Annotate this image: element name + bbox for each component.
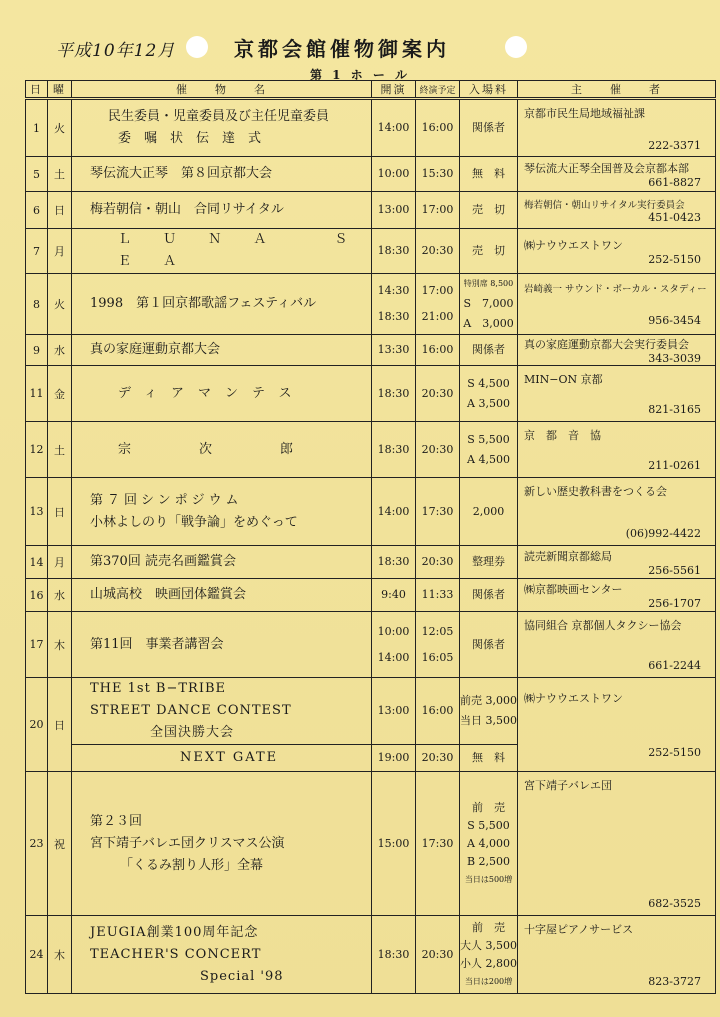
open-time: 9:40 bbox=[381, 588, 406, 601]
end-time: 21:00 bbox=[421, 310, 454, 323]
day-cell: 5 bbox=[26, 157, 48, 192]
organizer-cell bbox=[518, 335, 716, 366]
event-name-cell bbox=[72, 916, 372, 994]
table-row bbox=[26, 366, 716, 422]
weekday-cell: 水 bbox=[48, 579, 72, 612]
day-cell: 16 bbox=[26, 579, 48, 612]
fee-line: 前 売 bbox=[472, 800, 505, 814]
event-name-cell bbox=[72, 274, 372, 335]
organizer-tel: 823-3727 bbox=[648, 975, 701, 988]
punch-hole-right bbox=[505, 36, 527, 58]
fee-line: 大人 3,500 bbox=[460, 938, 517, 952]
end-time: 16:00 bbox=[421, 121, 454, 134]
organizer-cell bbox=[518, 422, 716, 478]
end-time: 16:00 bbox=[421, 704, 454, 717]
end-time: 20:30 bbox=[421, 751, 454, 764]
open-time: 13:00 bbox=[377, 704, 410, 717]
organizer-name: 十字屋ピアノサービス bbox=[524, 923, 634, 936]
event-name-line: 第２３回 bbox=[90, 813, 143, 829]
organizer-cell bbox=[518, 612, 716, 678]
end-time: 20:30 bbox=[421, 555, 454, 568]
fee-line: 関係者 bbox=[472, 343, 505, 356]
open-time: 19:00 bbox=[377, 751, 410, 764]
day-cell: 1 bbox=[26, 99, 48, 157]
end-time-cell bbox=[416, 916, 460, 994]
fee-line: S 4,500 bbox=[467, 376, 510, 390]
open-time-cell bbox=[372, 478, 416, 546]
event-name-line: 1998 第１回京都歌謡フェスティバル bbox=[90, 296, 317, 311]
end-time: 17:00 bbox=[421, 284, 454, 297]
col-header-weekday: 曜 bbox=[48, 81, 72, 99]
event-name-line: 宗 次 郎 bbox=[118, 441, 308, 457]
col-header-end: 終演予定 bbox=[416, 81, 460, 99]
end-time: 20:30 bbox=[421, 244, 454, 257]
organizer-cell bbox=[518, 366, 716, 422]
open-time-cell bbox=[372, 422, 416, 478]
open-time-cell bbox=[372, 546, 416, 579]
weekday-cell: 月 bbox=[48, 546, 72, 579]
event-name-line: STREET DANCE CONTEST bbox=[90, 703, 292, 718]
table-row bbox=[26, 579, 716, 612]
weekday-cell: 日 bbox=[48, 478, 72, 546]
open-time: 14:00 bbox=[377, 121, 410, 134]
weekday-cell: 日 bbox=[48, 678, 72, 772]
event-name-line: 小林よしのり「戦争論」をめぐって bbox=[90, 514, 298, 530]
event-name-cell bbox=[72, 366, 372, 422]
event-name-line: 宮下靖子バレエ団クリスマス公演 bbox=[90, 835, 285, 851]
event-name-line: 第370回 読売名画鑑賞会 bbox=[90, 554, 236, 569]
organizer-tel: 211-0261 bbox=[648, 459, 701, 472]
table-row bbox=[26, 274, 716, 335]
table-row bbox=[26, 772, 716, 916]
end-time: 16:05 bbox=[421, 650, 454, 664]
organizer-name: 新しい歴史教科書をつくる会 bbox=[524, 485, 667, 498]
organizer-cell bbox=[518, 274, 716, 335]
event-name-cell bbox=[72, 678, 372, 745]
open-time-cell bbox=[372, 274, 416, 335]
day-cell: 17 bbox=[26, 612, 48, 678]
fee-cell bbox=[460, 678, 518, 745]
open-time-cell bbox=[372, 99, 416, 157]
organizer-name: 協同組合 京都個人タクシー協会 bbox=[524, 619, 682, 632]
event-name-line: ディアマンテス bbox=[118, 385, 306, 401]
event-name-line: 全国決勝大会 bbox=[150, 725, 235, 740]
organizer-name: ㈱ナウウエストワン bbox=[524, 692, 623, 705]
organizer-name: 宮下靖子バレエ団 bbox=[524, 779, 612, 792]
fee-line: A 4,500 bbox=[467, 452, 510, 466]
event-name-line: THE 1st B−TRIBE bbox=[90, 681, 227, 696]
event-name-line: 委 嘱 状 伝 達 式 bbox=[118, 131, 262, 146]
organizer-name: 京都市民生局地域福祉課 bbox=[524, 106, 645, 120]
fee-line: 小人 2,800 bbox=[460, 956, 517, 970]
table-row bbox=[26, 612, 716, 678]
end-time-cell bbox=[416, 745, 460, 772]
end-time-cell bbox=[416, 422, 460, 478]
fee-cell bbox=[460, 546, 518, 579]
organizer-cell bbox=[518, 579, 716, 612]
fee-cell bbox=[460, 745, 518, 772]
day-cell: 11 bbox=[26, 366, 48, 422]
open-time: 18:30 bbox=[377, 244, 410, 257]
end-time-cell bbox=[416, 546, 460, 579]
end-time: 15:30 bbox=[421, 167, 454, 180]
end-time-cell bbox=[416, 157, 460, 192]
open-time-cell bbox=[372, 745, 416, 772]
open-time-cell bbox=[372, 366, 416, 422]
event-name-line: TEACHER'S CONCERT bbox=[90, 946, 262, 962]
fee-cell bbox=[460, 229, 518, 274]
end-time: 16:00 bbox=[421, 343, 454, 356]
fee-line: 2,000 bbox=[472, 504, 505, 518]
organizer-tel: 451-0423 bbox=[648, 210, 701, 224]
end-time-cell bbox=[416, 678, 460, 745]
day-cell: 12 bbox=[26, 422, 48, 478]
event-name-line: NEXT GATE bbox=[180, 750, 279, 765]
end-time-cell bbox=[416, 612, 460, 678]
table-row bbox=[26, 678, 716, 745]
organizer-cell bbox=[518, 157, 716, 192]
hall-label: 第 1 ホ ー ル bbox=[309, 68, 411, 82]
event-name-line: JEUGIA創業100周年記念 bbox=[90, 924, 259, 940]
fee-cell bbox=[460, 274, 518, 335]
event-name-line: 第７回シンポジウム bbox=[90, 492, 243, 508]
table-row bbox=[26, 546, 716, 579]
fee-line: 関係者 bbox=[472, 637, 505, 651]
weekday-cell: 木 bbox=[48, 916, 72, 994]
open-time: 14:00 bbox=[377, 650, 410, 664]
fee-line: A 4,000 bbox=[467, 836, 510, 850]
weekday-cell: 水 bbox=[48, 335, 72, 366]
organizer-tel: 821-3165 bbox=[648, 403, 701, 416]
table-row bbox=[26, 229, 716, 274]
open-time-cell bbox=[372, 192, 416, 229]
open-time: 14:00 bbox=[377, 504, 410, 518]
open-time-cell bbox=[372, 612, 416, 678]
fee-line: A 3,500 bbox=[467, 396, 510, 410]
organizer-cell bbox=[518, 916, 716, 994]
organizer-name: 京 都 音 協 bbox=[524, 429, 601, 442]
end-time-cell bbox=[416, 772, 460, 916]
weekday-cell: 土 bbox=[48, 422, 72, 478]
end-time-cell bbox=[416, 99, 460, 157]
open-time: 10:00 bbox=[377, 624, 410, 638]
day-cell: 23 bbox=[26, 772, 48, 916]
fee-line: 当日は500増 bbox=[464, 874, 513, 884]
weekday-cell: 火 bbox=[48, 99, 72, 157]
fee-line: 関係者 bbox=[472, 121, 505, 134]
organizer-cell bbox=[518, 99, 716, 157]
event-name-line: 民生委員・児童委員及び主任児童委員 bbox=[108, 109, 330, 124]
end-time: 20:30 bbox=[421, 386, 454, 400]
end-time: 11:33 bbox=[421, 588, 454, 601]
end-time: 20:30 bbox=[421, 947, 454, 961]
open-time: 13:30 bbox=[377, 343, 410, 356]
organizer-cell bbox=[518, 546, 716, 579]
end-time: 20:30 bbox=[421, 442, 454, 456]
fee-cell bbox=[460, 916, 518, 994]
table-row bbox=[26, 99, 716, 157]
weekday-cell: 木 bbox=[48, 612, 72, 678]
event-name-cell bbox=[72, 192, 372, 229]
end-time-cell bbox=[416, 579, 460, 612]
fee-cell bbox=[460, 157, 518, 192]
open-time: 18:30 bbox=[377, 442, 410, 456]
table-row bbox=[26, 157, 716, 192]
fee-cell bbox=[460, 478, 518, 546]
event-name-cell bbox=[72, 546, 372, 579]
end-time: 12:05 bbox=[421, 624, 454, 638]
event-name-line: Special '98 bbox=[200, 968, 284, 984]
organizer-tel: 661-8827 bbox=[648, 175, 701, 189]
organizer-name: ㈱ナウウエストワン bbox=[524, 238, 623, 252]
event-name-cell bbox=[72, 229, 372, 274]
organizer-tel: 661-2244 bbox=[648, 659, 701, 672]
day-cell: 7 bbox=[26, 229, 48, 274]
fee-line: S 5,500 bbox=[467, 432, 510, 446]
open-time-cell bbox=[372, 772, 416, 916]
day-cell: 24 bbox=[26, 916, 48, 994]
day-cell: 6 bbox=[26, 192, 48, 229]
table-row bbox=[26, 192, 716, 229]
open-time: 14:30 bbox=[377, 284, 410, 297]
fee-line: 整理券 bbox=[472, 555, 505, 568]
fee-line: 無 料 bbox=[472, 167, 505, 180]
fee-line: 売 切 bbox=[472, 203, 505, 216]
table-row bbox=[26, 478, 716, 546]
organizer-tel: 343-3039 bbox=[648, 351, 701, 365]
event-name-cell bbox=[72, 772, 372, 916]
fee-cell bbox=[460, 335, 518, 366]
open-time: 18:30 bbox=[377, 310, 410, 323]
event-name-cell bbox=[72, 612, 372, 678]
open-time-cell bbox=[372, 678, 416, 745]
organizer-tel: (06)992-4422 bbox=[625, 527, 701, 540]
open-time: 18:30 bbox=[377, 555, 410, 568]
col-header-open: 開演 bbox=[372, 81, 416, 99]
event-name-line: 真の家庭運動京都大会 bbox=[90, 342, 221, 357]
col-header-organizer: 主 催 者 bbox=[518, 81, 716, 99]
col-header-day: 日 bbox=[26, 81, 48, 99]
organizer-cell bbox=[518, 478, 716, 546]
event-name-cell bbox=[72, 157, 372, 192]
fee-line: B 2,500 bbox=[466, 854, 511, 868]
fee-line: S 5,500 bbox=[467, 818, 510, 832]
open-time-cell bbox=[372, 229, 416, 274]
event-name-line: 「くるみ割り人形」全幕 bbox=[120, 857, 264, 873]
event-name-cell bbox=[72, 335, 372, 366]
day-cell: 8 bbox=[26, 274, 48, 335]
fee-cell bbox=[460, 99, 518, 157]
weekday-cell: 祝 bbox=[48, 772, 72, 916]
organizer-tel: 252-5150 bbox=[648, 252, 701, 266]
weekday-cell: 日 bbox=[48, 192, 72, 229]
fee-cell bbox=[460, 422, 518, 478]
organizer-name: 読売新聞京都総局 bbox=[524, 549, 612, 563]
organizer-name: 岩崎義一 サウンド・ボーカル・スタディー bbox=[524, 284, 707, 295]
end-time-cell bbox=[416, 335, 460, 366]
fee-line: 売 切 bbox=[472, 244, 505, 257]
col-header-fee: 入場料 bbox=[460, 81, 518, 99]
fee-line: 関係者 bbox=[472, 588, 505, 601]
event-name-line: 山城高校 映画団体鑑賞会 bbox=[90, 587, 247, 602]
event-name-line: 琴伝流大正琴 第８回京都大会 bbox=[90, 166, 273, 181]
end-time-cell bbox=[416, 274, 460, 335]
event-name-cell bbox=[72, 745, 372, 772]
event-name-line: 梅若朝信・朝山 合同リサイタル bbox=[90, 202, 284, 217]
end-time: 17:30 bbox=[421, 504, 454, 518]
open-time: 13:00 bbox=[377, 203, 410, 216]
open-time-cell bbox=[372, 579, 416, 612]
page-title: 京都会館催物御案内 bbox=[234, 37, 450, 61]
organizer-name: 梅若朝信・朝山リサイタル実行委員会 bbox=[524, 199, 685, 211]
event-name-cell bbox=[72, 422, 372, 478]
organizer-cell bbox=[518, 772, 716, 916]
organizer-tel: 256-1707 bbox=[648, 596, 701, 610]
open-time: 18:30 bbox=[377, 947, 410, 961]
fee-cell bbox=[460, 192, 518, 229]
event-name-cell bbox=[72, 99, 372, 157]
fee-line: 前 売 bbox=[472, 920, 505, 934]
organizer-tel: 956-3454 bbox=[648, 314, 701, 327]
open-time: 10:00 bbox=[377, 167, 410, 180]
fee-line: 当日は200増 bbox=[464, 976, 513, 986]
event-name-line: 第11回 事業者講習会 bbox=[90, 636, 224, 652]
fee-line: 無 料 bbox=[472, 751, 505, 764]
end-time-cell bbox=[416, 478, 460, 546]
fee-cell bbox=[460, 612, 518, 678]
fee-line: A 3,000 bbox=[463, 317, 514, 330]
event-name-line: Ｌ Ｕ Ｎ Ａ Ｓ Ｅ Ａ bbox=[118, 232, 362, 269]
organizer-name: MIN−ON 京都 bbox=[524, 373, 603, 386]
organizer-cell bbox=[518, 229, 716, 274]
day-cell: 13 bbox=[26, 478, 48, 546]
weekday-cell: 土 bbox=[48, 157, 72, 192]
end-time-cell bbox=[416, 192, 460, 229]
open-time-cell bbox=[372, 916, 416, 994]
organizer-tel: 682-3525 bbox=[648, 897, 701, 910]
table-row bbox=[26, 335, 716, 366]
weekday-cell: 火 bbox=[48, 274, 72, 335]
day-cell: 20 bbox=[26, 678, 48, 772]
end-time-cell bbox=[416, 229, 460, 274]
col-header-event: 催 物 名 bbox=[72, 81, 372, 99]
schedule-table bbox=[25, 80, 716, 994]
organizer-name: 真の家庭運動京都大会実行委員会 bbox=[524, 337, 689, 351]
organizer-name: ㈱京都映画センター bbox=[524, 582, 623, 596]
weekday-cell: 月 bbox=[48, 229, 72, 274]
fee-line: 前売 3,000 bbox=[460, 694, 517, 707]
end-time: 17:30 bbox=[421, 836, 454, 850]
open-time-cell bbox=[372, 157, 416, 192]
open-time: 15:00 bbox=[377, 836, 410, 850]
organizer-cell bbox=[518, 678, 716, 772]
organizer-tel: 222-3371 bbox=[648, 138, 701, 152]
fee-line: S 7,000 bbox=[463, 297, 514, 310]
table-row bbox=[26, 916, 716, 994]
fee-line: 当日 3,500 bbox=[460, 714, 517, 727]
end-time: 17:00 bbox=[421, 203, 454, 216]
fee-line: 特別席 8,500 bbox=[463, 279, 514, 288]
end-time-cell bbox=[416, 366, 460, 422]
organizer-cell bbox=[518, 192, 716, 229]
fee-cell bbox=[460, 579, 518, 612]
date-label: 平成10年12月 bbox=[56, 41, 176, 61]
table-header-row bbox=[26, 81, 716, 99]
event-name-cell bbox=[72, 478, 372, 546]
fee-cell bbox=[460, 772, 518, 916]
punch-hole-left bbox=[186, 36, 208, 58]
open-time-cell bbox=[372, 335, 416, 366]
organizer-tel: 252-5150 bbox=[648, 746, 701, 759]
table-row bbox=[26, 422, 716, 478]
organizer-name: 琴伝流大正琴全国普及会京都本部 bbox=[524, 161, 689, 175]
day-cell: 14 bbox=[26, 546, 48, 579]
organizer-tel: 256-5561 bbox=[648, 563, 701, 577]
day-cell: 9 bbox=[26, 335, 48, 366]
event-name-cell bbox=[72, 579, 372, 612]
weekday-cell: 金 bbox=[48, 366, 72, 422]
open-time: 18:30 bbox=[377, 386, 410, 400]
fee-cell bbox=[460, 366, 518, 422]
